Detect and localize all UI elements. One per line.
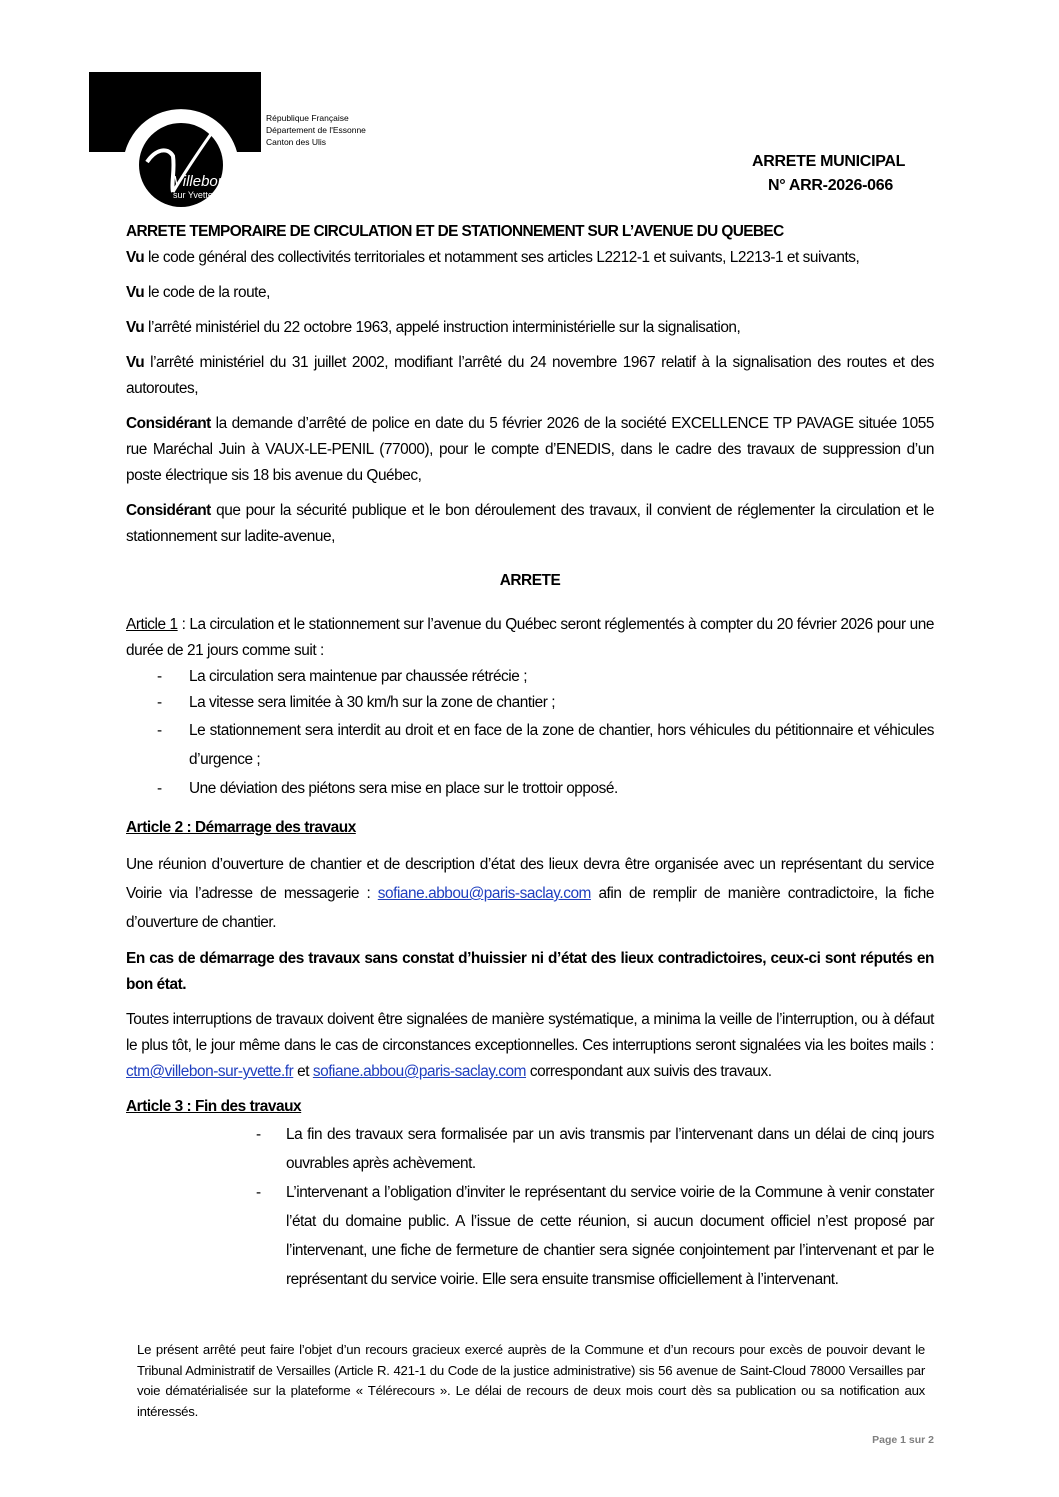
arrete-number: N° ARR-2026-066 <box>768 177 893 194</box>
article-2-heading: Article 2 : Démarrage des travaux <box>126 819 356 836</box>
list-item: - La fin des travaux sera formalisée par un avis transmis par l’intervenant dans un délai de cinq jours ouvrables après achèvement. <box>126 1120 934 1178</box>
preamble-vu-arrete-1963 <box>126 315 934 341</box>
text: le code de la route, <box>144 284 270 301</box>
preamble-vu-cgct <box>126 245 934 271</box>
lead: Vu <box>126 319 145 336</box>
preamble-vu-arrete-2002 <box>126 350 934 402</box>
svg-text:sur Yvette: sur Yvette <box>173 190 213 200</box>
text: la demande d’arrêté de police en date du 5 février 2026 de la société EXCELLENCE TP PAVAGE située 1055 rue Maréchal Juin à VAUX-LE-PENIL (77000), pour le compte d’ENEDIS, dans le cadre des travaux de suppression d’un poste électrique sis 18 bis avenue du Québec, <box>126 415 934 484</box>
list-item: - La circulation sera maintenue par chaussée rétrécie ; <box>126 664 934 690</box>
preamble-vu-code-route <box>126 280 934 306</box>
document-body <box>126 219 934 1294</box>
list-item: - Une déviation des piétons sera mise en place sur le trottoir opposé. <box>126 774 934 803</box>
text: Une réunion d’ouverture de chantier et de description d’état des lieux devra être organisée avec un représentant du service Voirie via l’adresse de messagerie : <box>126 856 934 902</box>
article-1-label: Article 1 <box>126 616 178 633</box>
list-item: - L’intervenant a l’obligation d’inviter le représentant du service voirie de la Commune à venir constater l’état du domaine public. A l’issue de cette réunion, si aucun document officiel n’est proposé par l’intervenant, une fiche de fermeture de chantier sera signée conjointement par l’intervenant et par le représentant du service voirie. Elle sera ensuite transmise officiellement à l’intervenant. <box>126 1178 934 1294</box>
preamble-considerant-securite <box>126 498 934 550</box>
article-1-text: : La circulation et le stationnement sur l’avenue du Québec seront réglementés à compter du 20 février 2026 pour une durée de 21 jours comme suit : <box>126 616 934 659</box>
document-title: ARRETE TEMPORAIRE DE CIRCULATION ET DE STATIONNEMENT SUR L’AVENUE DU QUEBEC <box>126 223 784 240</box>
department-line: Département de l'Essonne <box>266 125 366 135</box>
preamble-considerant-demande <box>126 411 934 489</box>
arrete-label: ARRETE MUNICIPAL <box>752 153 906 170</box>
email-link-ctm[interactable]: ctm@villebon-sur-yvette.fr <box>126 1063 294 1080</box>
text: l’arrêté ministériel du 22 octobre 1963, appelé instruction interministérielle sur la signalisation, <box>144 319 741 336</box>
article-2-paragraph-3 <box>126 1007 934 1085</box>
lead: Considérant <box>126 502 211 519</box>
villebon-logo <box>89 72 263 212</box>
legal-recourse-note: Le présent arrêté peut faire l’objet d’un recours gracieux exercé auprès de la Commune et d’un recours pour excès de pouvoir devant le Tribunal Administratif de Versailles (Article R. 421-1 du Code de la justice administrative) sis 56 avenue de Saint-Cloud 78000 Versailles par voie dématérialisée sur la plateforme « Télérecours ». Le délai de recours de deux mois court dès sa publication ou sa notification aux intéressés. <box>137 1342 925 1419</box>
arrete-header <box>752 150 952 198</box>
article-3-list <box>126 1120 934 1294</box>
article-2-paragraph-1 <box>126 850 934 937</box>
administrative-header <box>266 112 366 148</box>
lead: Vu <box>126 284 145 301</box>
email-link-sofiane-2[interactable]: sofiane.abbou@paris-saclay.com <box>312 1063 527 1080</box>
article-3-heading: Article 3 : Fin des travaux <box>126 1098 302 1115</box>
article-1-list <box>126 664 934 803</box>
email-link-sofiane[interactable]: sofiane.abbou@paris-saclay.com <box>377 885 591 902</box>
text: que pour la sécurité publique et le bon déroulement des travaux, il convient de réglementer la circulation et le stationnement sur ladite-avenue, <box>126 502 934 545</box>
list-item: - Le stationnement sera interdit au droit et en face de la zone de chantier, hors véhicules du pétitionnaire et véhicules d’urgence ; <box>126 716 934 774</box>
svg-text:Villebon: Villebon <box>173 173 227 190</box>
text: correspondant aux suivis des travaux. <box>526 1063 772 1080</box>
lead: Vu <box>126 249 145 266</box>
page-number: Page 1 sur 2 <box>872 1434 934 1446</box>
villebon-logo-icon <box>89 72 263 212</box>
article-2-paragraph-2: En cas de démarrage des travaux sans constat d’huissier ni d’état des lieux contradictoires, ceux-ci sont réputés en bon état. <box>126 950 934 993</box>
article-1 <box>126 612 934 664</box>
canton-line: Canton des Ulis <box>266 137 327 147</box>
list-item: - La vitesse sera limitée à 30 km/h sur la zone de chantier ; <box>126 690 934 716</box>
arrete-heading: ARRETE <box>499 572 561 589</box>
text: le code général des collectivités territoriales et notamment ses articles L2212-1 et suivants, L2213-1 et suivants, <box>144 249 860 266</box>
text: afin de remplir de manière contradictoire, la fiche d’ouverture de chantier. <box>126 885 934 931</box>
lead: Considérant <box>126 415 211 432</box>
republic-line: République Française <box>266 113 349 123</box>
text: et <box>293 1063 313 1080</box>
lead: Vu <box>126 354 145 371</box>
text: l’arrêté ministériel du 31 juillet 2002, modifiant l’arrêté du 24 novembre 1967 relatif à la signalisation des routes et des autoroutes, <box>126 354 934 397</box>
text: Toutes interruptions de travaux doivent être signalées de manière systématique, a minima la veille de l’interruption, ou à défaut le plus tôt, le jour même dans le cas de circonstances exceptionnelles. Ces interruptions seront signalées via les boites mails : <box>126 1011 934 1054</box>
